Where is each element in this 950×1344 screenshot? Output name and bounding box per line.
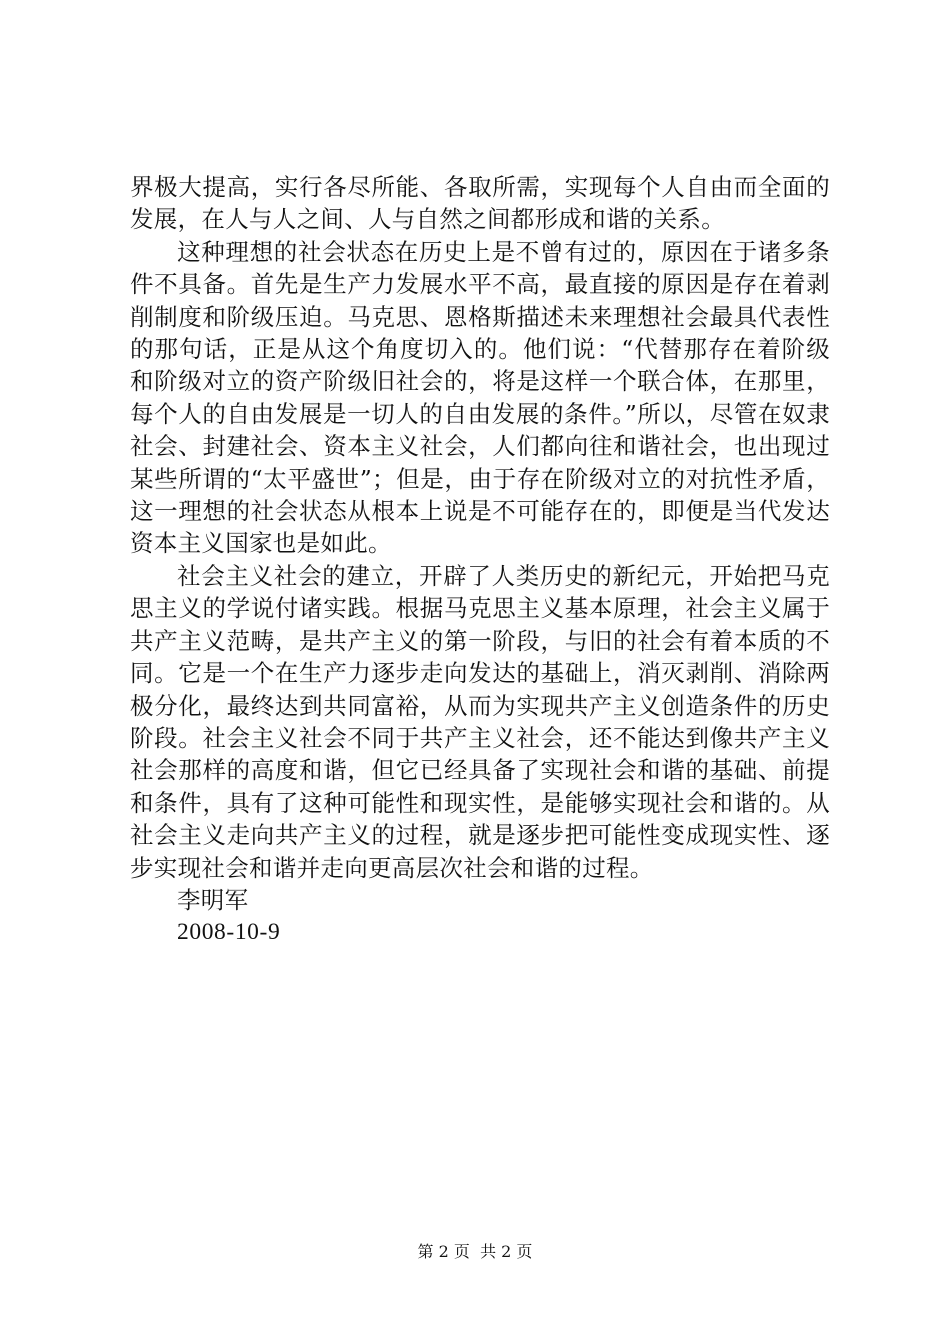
paragraph-3: 社会主义社会的建立，开辟了人类历史的新纪元，开始把马克思主义的学说付诸实践。根据马克思主义基本原理，社会主义属于共产主义范畴，是共产主义的第一阶段，与旧的社会有着本质的不同。它是一个在生产力逐步走向发达的基础上，消灭剥削、消除两极分化，最终达到共同富裕，从而为实现共产主义创造条件的历史阶段。社会主义社会不同于共产主义社会，还不能达到像共产主义社会那样的高度和谐，但它已经具备了实现社会和谐的基础、前提和条件，具有了这种可能性和现实性，是能够实现社会和谐的。从社会主义走向共产主义的过程，就是逐步把可能性变成现实性、逐步实现社会和谐并走向更高层次社会和谐的过程。 bbox=[130, 561, 830, 882]
page-number: 第 2 页 共 2 页 bbox=[417, 1242, 533, 1261]
paragraph-2: 这种理想的社会状态在历史上是不曾有过的，原因在于诸多条件不具备。首先是生产力发展水平不高，最直接的原因是存在着剥削制度和阶级压迫。马克思、恩格斯描述未来理想社会最具代表性的那句话，正是从这个角度切入的。他们说：“代替那存在着阶级和阶级对立的资产阶级旧社会的，将是这样一个联合体，在那里，每个人的自由发展是一切人的自由发展的条件。”所以，尽管在奴隶社会、封建社会、资本主义社会，人们都向往和谐社会，也出现过某些所谓的“太平盛世”；但是，由于存在阶级对立的对抗性矛盾，这一理想的社会状态从根本上说是不可能存在的，即便是当代发达资本主义国家也是如此。 bbox=[130, 237, 830, 558]
document-body bbox=[130, 171, 830, 949]
page-footer bbox=[0, 1242, 950, 1262]
author-signature: 李明军 bbox=[177, 885, 249, 914]
paragraph-1: 界极大提高，实行各尽所能、各取所需，实现每个人自由而全面的发展，在人与人之间、人与自然之间都形成和谐的关系。 bbox=[130, 173, 830, 234]
document-date: 2008-10-9 bbox=[177, 919, 281, 946]
